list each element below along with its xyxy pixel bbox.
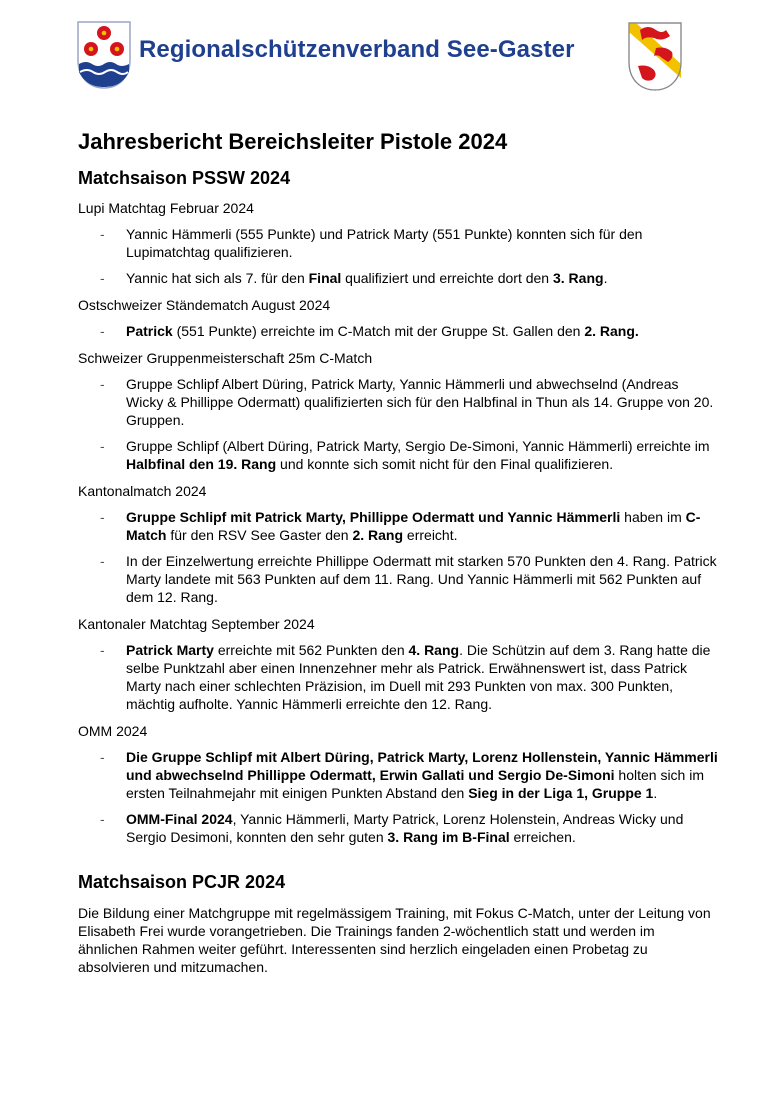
- bullet-dash: -: [100, 553, 105, 569]
- organization-name: Regionalschützenverband See-Gaster: [139, 36, 575, 63]
- list-staendematch: [78, 322, 718, 340]
- page-title: Jahresbericht Bereichsleiter Pistole 2024: [78, 129, 508, 154]
- bullet-dash: -: [100, 811, 105, 827]
- subsection-kantonalmatch: Kantonalmatch 2024: [78, 483, 207, 499]
- list-item: - In der Einzelwertung erreichte Phillippe Odermatt mit starken 570 Punkten den 4. Rang. Patrick Marty landete mit 563 Punkten auf dem 11. Rang. Und Yannic Hämmerli mit 562 Punkten auf dem 12. Rang.: [100, 553, 717, 605]
- list-item: - Gruppe Schlipf mit Patrick Marty, Phillippe Odermatt und Yannic Hämmerli haben im C-Match für den RSV See Gaster den 2. Rang erreicht.: [100, 509, 701, 543]
- list-matchtag: [78, 641, 718, 713]
- bullet-dash: -: [100, 749, 105, 765]
- coat-of-arms-lion-icon: [626, 20, 684, 92]
- subsection-gruppenmeisterschaft: Schweizer Gruppenmeisterschaft 25m C-Match: [78, 350, 373, 366]
- rsv-see-gaster-logo-icon: [76, 20, 132, 90]
- report-content: [78, 128, 718, 976]
- bullet-dash: -: [100, 509, 105, 525]
- bullet-dash: -: [100, 642, 105, 658]
- list-lupi: [78, 225, 718, 287]
- bullet-dash: -: [100, 376, 105, 392]
- list-omm: [78, 748, 718, 846]
- list-item: - Gruppe Schlipf (Albert Düring, Patrick Marty, Sergio De-Simoni, Yannic Hämmerli) erreichte im Halbfinal den 19. Rang und konnte sich somit nicht für den Final qualifizieren.: [100, 438, 710, 472]
- letterhead: [76, 20, 686, 92]
- list-kantonalmatch: [78, 508, 718, 606]
- section-heading-pcjr: Matchsaison PCJR 2024: [78, 872, 286, 892]
- bullet-dash: -: [100, 270, 105, 286]
- subsection-omm: OMM 2024: [78, 723, 148, 739]
- pcjr-paragraph: Die Bildung einer Matchgruppe mit regelmässigem Training, mit Fokus C-Match, unter der Leitung von Elisabeth Frei wurde vorangetrieben. Die Trainings fanden 2-wöchentlich statt und werden im ähnlichen Rahmen weiter geführt. Interessenten sind herzlich eingeladen einen Probetag zu absolvieren und mitzumachen.: [78, 905, 711, 975]
- list-item: - Yannic Hämmerli (555 Punkte) und Patrick Marty (551 Punkte) konnten sich für den Lupimatchtag qualifizieren.: [100, 226, 643, 260]
- bullet-dash: -: [100, 323, 105, 339]
- list-item: - OMM-Final 2024, Yannic Hämmerli, Marty Patrick, Lorenz Holenstein, Andreas Wicky und Sergio Desimoni, konnten den sehr guten 3. Rang im B-Final erreichen.: [100, 811, 684, 845]
- subsection-matchtag: Kantonaler Matchtag September 2024: [78, 616, 315, 632]
- list-gruppenmeisterschaft: [78, 375, 718, 473]
- list-item: - Patrick Marty erreichte mit 562 Punkten den 4. Rang. Die Schützin auf dem 3. Rang hatte die selbe Punktzahl aber einen Innenzehner mehr als Patrick. Erwähnenswert ist, dass Patrick Marty nach einer schlechten Präzision, im Duell mit 293 Punkten von max. 300 Punkten, mächtig aufholte. Yannic Hämmerli erreichte den 12. Rang.: [100, 642, 711, 712]
- bullet-dash: -: [100, 438, 105, 454]
- subsection-lupi: Lupi Matchtag Februar 2024: [78, 200, 254, 216]
- subsection-staendematch: Ostschweizer Ständematch August 2024: [78, 297, 331, 313]
- list-item: - Yannic hat sich als 7. für den Final qualifiziert und erreichte dort den 3. Rang.: [100, 270, 608, 286]
- list-item: - Gruppe Schlipf Albert Düring, Patrick Marty, Yannic Hämmerli und abwechselnd (Andreas Wicky & Phillippe Odermatt) qualifizierten sich für den Halbfinal in Thun als 14. Gruppe von 20. Gruppen.: [100, 376, 714, 428]
- bullet-dash: -: [100, 226, 105, 242]
- list-item: - Die Gruppe Schlipf mit Albert Düring, Patrick Marty, Lorenz Hollenstein, Yannic Hämmerli und abwechselnd Phillippe Odermatt, Erwin Gallati und Sergio De-Simoni holten sich im ersten Teilnahmejahr mit einigen Punkten Abstand den Sieg in der Liga 1, Gruppe 1.: [100, 749, 718, 801]
- section-heading-pssw: Matchsaison PSSW 2024: [78, 168, 291, 188]
- list-item: - Patrick (551 Punkte) erreichte im C-Match mit der Gruppe St. Gallen den 2. Rang.: [100, 323, 639, 339]
